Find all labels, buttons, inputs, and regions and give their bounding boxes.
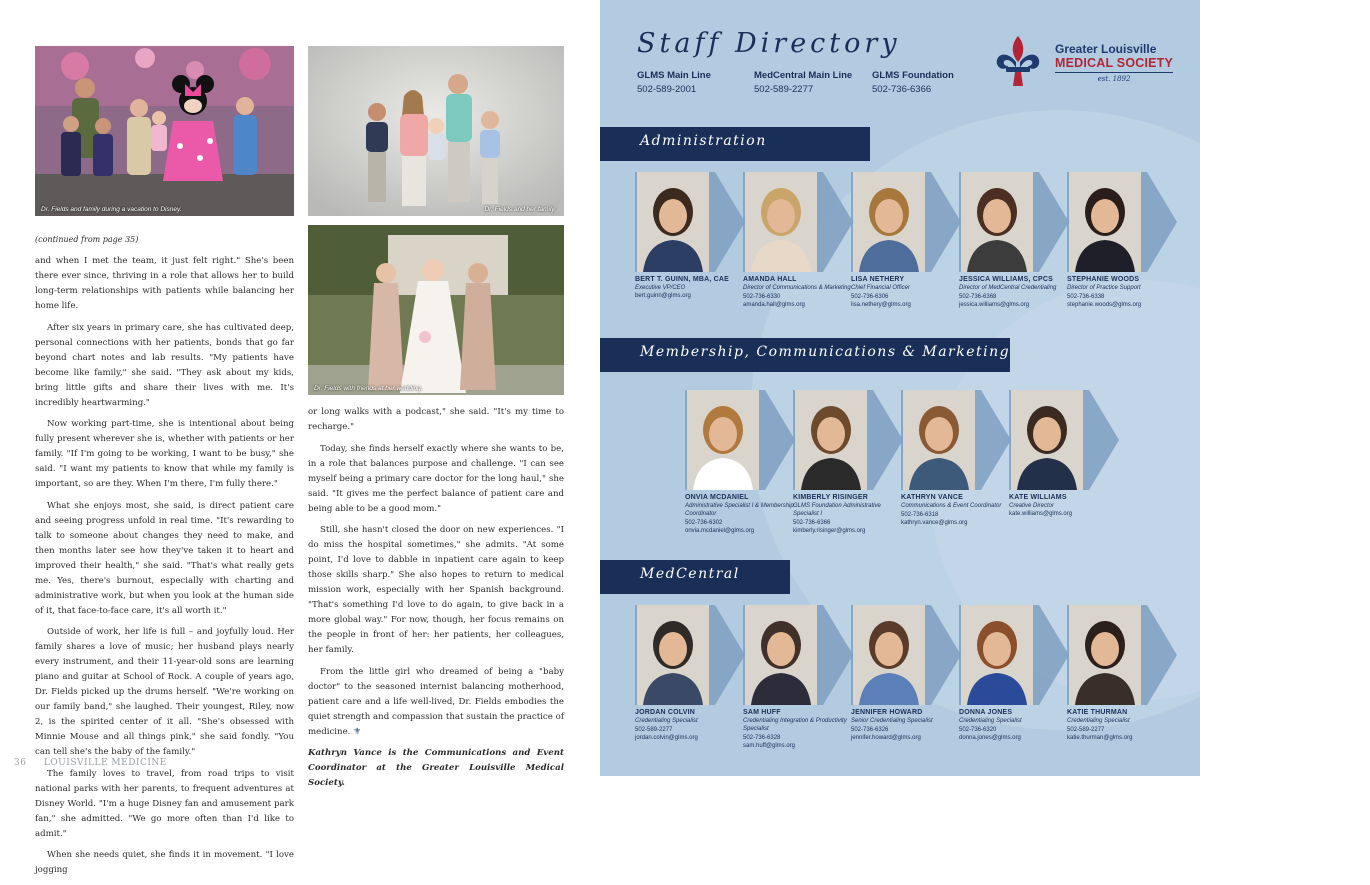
staff-portrait [795,390,867,490]
fleur-de-lis-icon: ⚜ [353,726,362,737]
staff-email[interactable]: jessica.williams@glms.org [959,302,1030,308]
staff-email[interactable]: amanda.hall@glms.org [743,302,805,308]
staff-photo [1067,172,1177,272]
staff-title: Credentialing Specialist [1067,718,1130,724]
staff-info [901,494,1011,527]
phone-line [754,70,852,95]
staff-email[interactable]: donna.jones@glms.org [959,735,1021,741]
staff-portrait [745,605,817,705]
staff-portrait [853,605,925,705]
paragraph: or long walks with a podcast," she said. "It's my time to recharge." [308,407,564,432]
staff-name: BERT T. GUINN, MBA, CAE [635,276,730,283]
staff-portrait [1011,390,1083,490]
staff-info [959,276,1069,309]
staff-name: KATIE THURMAN [1067,709,1128,716]
staff-phone: 502-736-6328 [743,735,781,741]
staff-info [685,494,795,535]
staff-email[interactable]: bert.guinn@glms.org [635,293,691,299]
staff-title: Administrative Specialist I & Membership Coordinator [685,503,794,517]
photo-caption: Dr. Fields and family during a vacation to Disney. [41,206,182,213]
staff-name: DONNA JONES [959,709,1013,716]
article-column-1 [35,232,294,885]
staff-info [793,494,903,535]
staff-photo [685,390,795,490]
staff-portrait [745,172,817,272]
staff-title: GLMS Foundation Administrative Specialist I [793,503,881,517]
family-photo-art [308,46,564,216]
staff-email[interactable]: sam.huff@glms.org [743,743,795,749]
staff-email[interactable]: jennifer.howard@glms.org [851,735,921,741]
staff-card [743,605,853,750]
section-title: MedCentral [640,566,740,582]
staff-portrait [961,172,1033,272]
staff-phone: 502-589-2277 [635,727,673,733]
staff-portrait [961,605,1033,705]
staff-card [743,172,853,309]
staff-name: LISA NETHERY [851,276,905,283]
staff-photo [635,172,745,272]
staff-photo [1067,605,1177,705]
staff-email[interactable]: kate.williams@glms.org [1009,511,1073,517]
staff-card [1067,172,1177,309]
staff-card [959,605,1069,742]
line-number: 502-736-6366 [872,84,932,95]
staff-title: Director of Communications & Marketing [743,285,851,291]
staff-title: Chief Financial Officer [851,285,911,291]
staff-photo [851,172,961,272]
staff-portrait [637,172,709,272]
staff-info [1067,709,1177,742]
staff-name: STEPHANIE WOODS [1067,276,1140,283]
line-number: 502-589-2001 [637,84,697,95]
line-number: 502-589-2277 [754,84,814,95]
staff-title: Director of Practice Support [1067,285,1141,291]
staff-phone: 502-736-6302 [685,520,723,526]
staff-portrait [687,390,759,490]
section-title: Administration [640,133,767,149]
staff-title: Executive VP/CEO [635,285,686,291]
staff-title: Senior Credentialing Specialist [851,718,933,724]
staff-phone: 502-736-6330 [743,294,781,300]
staff-name: AMANDA HALL [743,276,797,283]
staff-card [959,172,1069,309]
staff-photo [793,390,903,490]
staff-photo [635,605,745,705]
photo-caption: Dr. Fields with friends at her wedding. [314,385,423,392]
staff-email[interactable]: kathryn.vance@glms.org [901,520,968,526]
family-portrait-photo [308,46,564,216]
phone-line [872,70,954,95]
staff-directory-page [600,0,1200,776]
paragraph: Outside of work, her life is full – and joyfully loud. Her family shares a love of music; her husband plays nearly every instrument, and their 11-year-old sons are learning piano and guitar at School of Rock. A couple of years ago, Dr. Fields picked up the drums herself. "We're working on our family band," she laughed. Their youngest, Riley, now 2, is the spirited center of it all. "She's obsessed with Minnie Mouse and all things pink," she said fondly. "You can tell she's the baby of the family." [35,627,294,757]
staff-email[interactable]: lisa.nethery@glms.org [851,302,911,308]
paragraph: Still, she hasn't closed the door on new experiences. "I do miss the hospital sometimes," she admits. "At some point, I'd love to dabble in inpatient care again to keep those skills sharp." She also hopes to return to medical mission work, especially with her Spanish background. "That's something I'd love to do again, to give back in a more global way." For now, though, her focus remains on the people in front of her: her patients, her colleagues, her family. [308,525,564,655]
staff-card [685,390,795,535]
wedding-photo [308,225,564,395]
staff-portrait [637,605,709,705]
staff-phone: 502-736-6306 [851,294,889,300]
staff-email[interactable]: stephanie.woods@glms.org [1067,302,1142,308]
page-number: 36 [14,758,27,768]
staff-name: JENNIFER HOWARD [851,709,923,716]
staff-info [743,276,853,309]
author-byline: Kathryn Vance is the Communications and Event Coordinator at the Greater Louisville Medical Society. [308,748,564,788]
wedding-photo-art [308,225,564,395]
staff-photo [743,605,853,705]
paragraph-text: From the little girl who dreamed of being a "baby doctor" to the seasoned internist balancing motherhood, patient care and a life well-lived, Dr. Fields embodies the quiet strength and compassion that sustain the practice of medicine. [308,666,564,737]
line-label: GLMS Main Line [637,70,711,81]
staff-info [1067,276,1177,309]
paragraph: After six years in primary care, she has cultivated deep, personal connections with her patients, bonds that go far beyond chart notes and lab results. "My patients have become like family," she said. "They ask about my kids, bring little gifts and share their lives with me. It's incredibly heartwarming." [35,322,294,408]
staff-card [901,390,1011,527]
staff-phone: 502-736-6366 [793,520,831,526]
staff-photo [959,605,1069,705]
staff-phone: 502-736-6320 [959,727,997,733]
staff-title: Credentialing Specialist [959,718,1022,724]
staff-phone: 502-736-6318 [901,512,939,518]
staff-name: ONVIA MCDANIEL [685,494,749,501]
staff-phone: 502-736-6338 [1067,294,1105,300]
staff-email[interactable]: onvia.mcdaniel@glms.org [685,528,755,534]
staff-info [851,276,961,309]
publication-name: LOUISVILLE MEDICINE [43,758,167,768]
line-label: MedCentral Main Line [754,70,853,81]
paragraph [308,665,564,740]
staff-email[interactable]: jordan.colvin@glms.org [635,735,698,741]
photo-caption: Dr. Fields and her family. [484,206,556,213]
logo-rule [1055,72,1173,73]
staff-photo [743,172,853,272]
logo-line-2: MEDICAL SOCIETY [1055,56,1174,70]
disney-photo-art [35,46,294,216]
article-page [0,0,600,875]
staff-card [635,172,745,300]
fleur-de-lis-icon [989,32,1047,90]
staff-card [635,605,745,742]
staff-name: KATE WILLIAMS [1009,494,1067,501]
paragraph: The family loves to travel, from road trips to visit national parks with her parents, to frequent adventures at Disney World. "I'm a huge Disney fan and amusement park fan," she admitted. "We go more often than I'd like to admit." [35,768,294,839]
staff-portrait [1069,172,1141,272]
staff-card [1009,390,1119,518]
staff-info [851,709,961,742]
staff-photo [901,390,1011,490]
staff-title: Credentialing Specialist [635,718,698,724]
section-banner-membership [600,338,1010,372]
staff-portrait [1069,605,1141,705]
paragraph: What she enjoys most, she said, is direct patient care and seeing progress unfold in real time. "It's rewarding to talk to someone about changes they need to make, and then months later see how they've taken it to heart and improved their health," she said. "That's what really gets me. Yes, there's burnout, especially with charting and administrative work, but when you look at the human side of it, that face-to-face care, it's all worth it." [35,500,294,616]
staff-title: Creative Director [1009,503,1055,509]
logo-wordmark [1055,42,1173,83]
phone-line [637,70,711,95]
staff-card [793,390,903,535]
staff-info [959,709,1069,742]
paragraph: and when I met the team, it just felt right." She's been there ever since, thriving in a role that allows her to build long-term relationships with patients while balancing her home life. [35,256,294,311]
staff-photo [1009,390,1119,490]
staff-card [851,605,961,742]
staff-info [1009,494,1119,518]
staff-info [743,709,853,750]
staff-name: SAM HUFF [743,709,781,716]
section-banner-medcentral [600,560,790,594]
staff-email[interactable]: kimberly.risinger@glms.org [793,528,866,534]
staff-phone: 502-736-6326 [851,727,889,733]
staff-photo [851,605,961,705]
staff-card [851,172,961,309]
staff-email[interactable]: katie.thurman@glms.org [1067,735,1133,741]
article-column-2 [308,405,564,798]
logo-established: est. 1892 [1097,75,1131,83]
line-label: GLMS Foundation [872,70,954,81]
staff-name: KATHRYN VANCE [901,494,963,501]
disney-family-photo [35,46,294,216]
staff-info [635,276,745,300]
staff-photo [959,172,1069,272]
staff-title: Director of MedCentral Credentialing [959,285,1057,291]
logo-line-1: Greater Louisville [1055,42,1157,56]
staff-info [635,709,745,742]
staff-title: Communications & Event Coordinator [901,503,1002,509]
staff-portrait [903,390,975,490]
staff-phone: 502-589-2277 [1067,727,1105,733]
section-banner-administration [600,127,870,161]
staff-name: JESSICA WILLIAMS, CPCS [959,276,1053,283]
glms-logo [989,32,1189,94]
directory-title: Staff Directory [637,28,901,59]
paragraph: Today, she finds herself exactly where she wants to be, in a role that balances purpose and challenge. "I can see myself being a primary care doctor for the long haul," she said. "It gives me the perfect balance of patient care and being able to be a good mom." [308,443,564,514]
staff-card [1067,605,1177,742]
staff-title: Credentialing Integration & Productivity Specialist [743,718,847,732]
staff-phone: 502-736-6368 [959,294,997,300]
staff-name: JORDAN COLVIN [635,709,696,716]
staff-portrait [853,172,925,272]
continued-note: (continued from page 35) [35,235,139,244]
section-title: Membership, Communications & Marketing [640,344,1011,360]
staff-name: KIMBERLY RISINGER [793,494,868,501]
page-footer [14,758,167,768]
paragraph: When she needs quiet, she finds it in movement. "I love jogging [35,850,294,875]
paragraph: Now working part-time, she is intentional about being fully present wherever she is, whether with patients or her family. "If I'm going to be working, I want to be busy," she said. "I want my patients to know that while my family is important, so are they. When I'm there, I'm fully there." [35,419,294,489]
